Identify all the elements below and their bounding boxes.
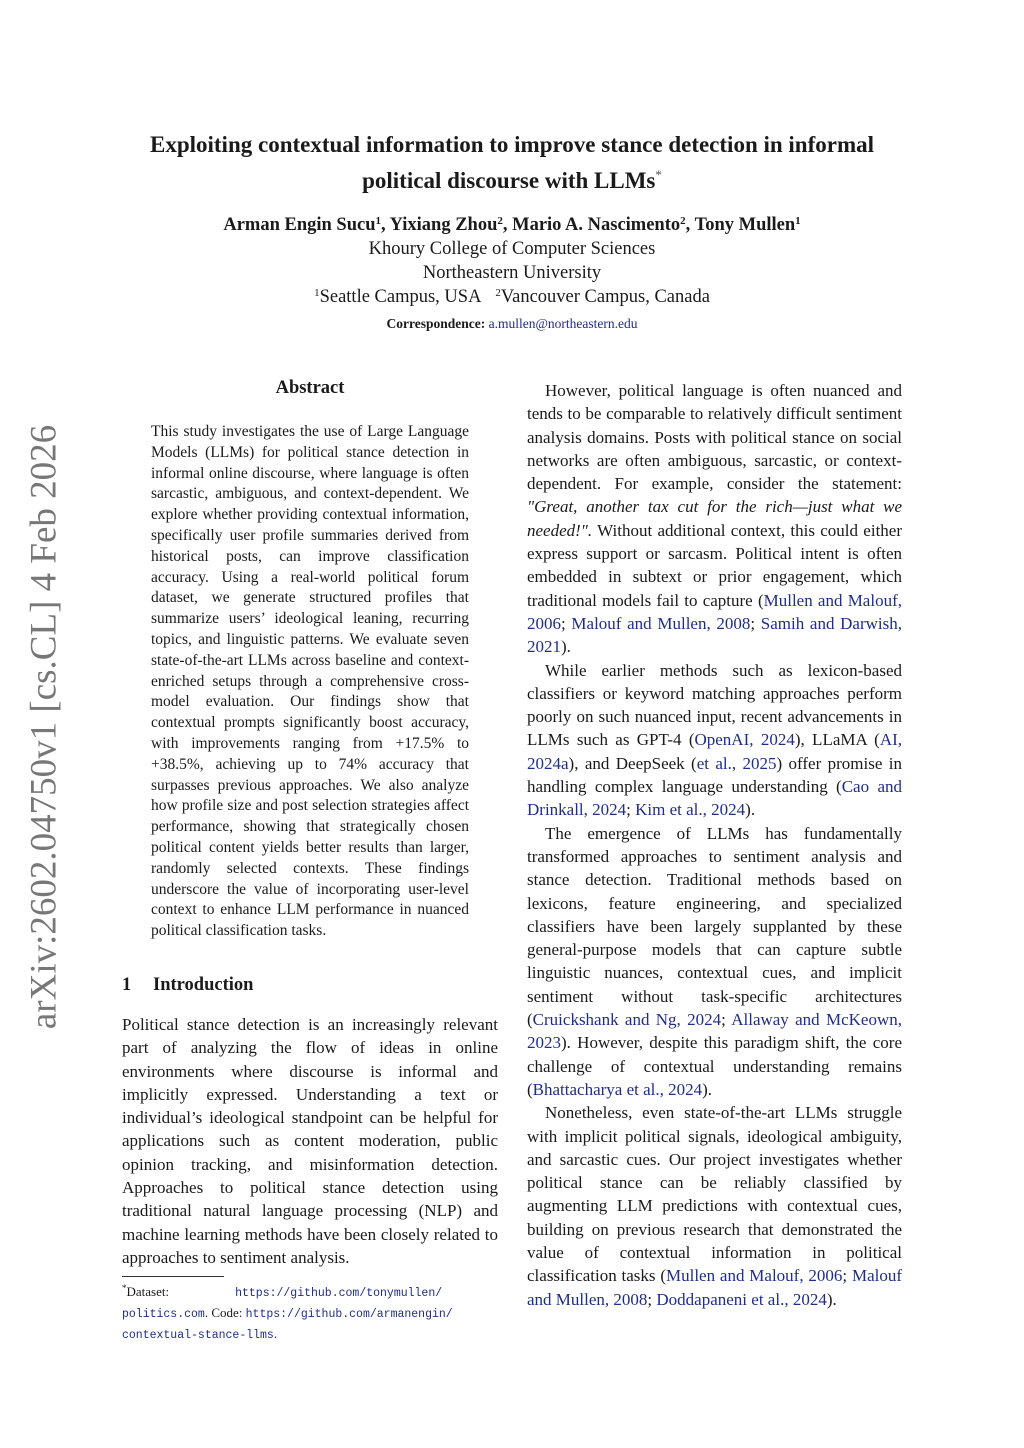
university: Northeastern University [422,263,602,283]
department: Khoury College of Computer Sciences [368,239,656,259]
separator: ; [561,613,572,633]
section-number: 1 [122,975,132,995]
example-quote: "Great, another tax cut for the rich—just what we needed!". [527,497,902,540]
affiliation-mark: 1 [795,215,801,227]
affiliation-mark: 1 [314,287,320,299]
citation-link[interactable]: Cruickshank and Ng, 2024 [532,1010,722,1030]
separator: ; [626,800,636,820]
citation-link[interactable]: Allaway and McKeown, 2023 [527,1010,902,1053]
citation-link[interactable]: Doddapaneni et al., 2024 [656,1289,827,1309]
paragraph [527,659,902,822]
citation-link[interactable]: Samih and Darwish, 2021 [527,613,902,657]
author-name: Tony Mullen [694,215,796,235]
section-heading-introduction [122,975,502,996]
affiliation-mark: 2 [497,215,503,227]
paragraph [527,822,902,1102]
footnote-code-label: . Code: [204,1305,243,1320]
citation-link[interactable]: Mullen and Malouf, 2006 [527,590,902,633]
citation-link[interactable]: OpenAI, 2024 [694,730,795,750]
correspondence-label: Correspondence: [386,316,486,331]
code-url-link-cont[interactable]: contextual-stance-llms [122,1329,274,1342]
affiliation-mark: 2 [680,215,686,227]
footnote-end: . [273,1326,278,1341]
campus-1: Seattle Campus, USA [319,287,482,307]
citation-link[interactable]: Bhattacharya et al., 2024 [532,1079,703,1099]
author-names [100,213,924,237]
section-title: Introduction [153,975,254,995]
affiliation-mark: 2 [495,287,501,299]
dataset-url-link[interactable]: https://github.com/tonymullen/ [235,1287,443,1300]
citation-link[interactable]: Malouf and Mullen, 2008 [527,1266,902,1309]
citation-link[interactable]: et al., 2025 [696,753,777,773]
separator: ; [750,613,761,633]
paper-title [100,130,924,196]
abstract-text: This study investigates the use of Large Language Models (LLMs) for political stance detection in informal online discourse, where language is often sarcastic, ambiguous, and context-dependent. We explore whether providing contextual information, specifically user profile summaries derived from historical posts, can improve classification accuracy. Using a real-world political forum dataset, we generate structured profiles that summarize users’ ideological leaning, recurring topics, and linguistic patterns. We evaluate seven state-of-the-art LLMs across baseline and context-enriched setups through a comprehensive cross-model evaluation. Our findings show that contextual prompts significantly boost accuracy, with improvements ranging from +17.5% to +38.5%, achieving up to 74% accuracy that surpasses previous approaches. We also analyze how profile size and post selection strategies affect performance, showing that strategically chosen political content yields better results than larger, randomly selected contexts. These findings underscore the value of incorporating user-level context to enhance LLM performance in nuanced political classification tasks. [151,423,469,940]
text-run: ). [702,1079,713,1099]
separator: , [685,215,695,235]
separator: ; [647,1289,657,1309]
campuses [100,285,924,309]
citation-link[interactable]: Mullen and Malouf, 2006 [666,1266,843,1286]
footnote-rule [122,1276,224,1277]
correspondence-email-link[interactable]: a.mullen@northeastern.edu [488,316,638,331]
citation-link[interactable]: AI, 2024a [527,730,903,773]
author-name: Mario A. Nascimento [512,215,681,235]
separator: ; [721,1010,732,1030]
affiliation-mark: 1 [375,215,381,227]
title-line-1: Exploiting contextual information to improve stance detection in informal [149,132,875,157]
footnote [122,1282,498,1345]
citation-link[interactable]: Kim et al., 2024 [635,800,746,820]
paragraph [527,379,902,659]
title-line-2: political discourse with LLMs [362,168,656,193]
code-url-link[interactable]: https://github.com/armanengin/ [245,1308,453,1321]
citation-link[interactable]: Malouf and Mullen, 2008 [571,613,751,633]
paragraph [527,1101,902,1311]
footnote-dataset-label: Dataset: [126,1284,170,1299]
dataset-url-link-cont[interactable]: politics.com [122,1308,205,1321]
abstract-heading: Abstract [275,378,345,398]
introduction-paragraph: Political stance detection is an increasingly relevant part of analyzing the flow of ideas in online environments where discourse is informal and implicitly expressed. Understanding a text or individual’s ideological standpoint can be helpful for applications such as content moderation, public opinion tracking, and misinformation detection. Approaches to political stance detection using traditional natural language processing (NLP) and machine learning methods have been closely related to approaches to sentiment analysis. [122,1015,498,1267]
arxiv-identifier: arXiv:2602.04750v1 [cs.CL] 4 Feb 2026 [23,424,65,1030]
text-run: ). [745,800,756,820]
author-name: Arman Engin Sucu [223,215,376,235]
text-run: ). [826,1289,837,1309]
footnote-mark: * [122,1283,127,1293]
text-run: Without additional context, this could either express support or sarcasm. Political intent is often embedded in subtext or prior engagement, which traditional models fail to capture ( [527,520,902,610]
text-run: ), and DeepSeek ( [568,753,697,773]
text-run: While earlier methods such as lexicon-based classifiers or keyword matching approaches perform poorly on such nuanced input, recent advancements in LLMs such as GPT-4 ( [527,660,902,750]
citation-link[interactable]: Cao and Drinkall, 2024 [527,777,902,820]
separator: ; [842,1266,852,1286]
text-run: Nonetheless, even state-of-the-art LLMs struggle with implicit political signals, ideological ambiguity, and sarcastic cues. Our project investigates whether political stance can be reliably classified by augmenting LLM predictions with contextual cues, building on previous research that demonstrated the value of contextual information in political classification tasks ( [527,1103,902,1286]
text-run: However, political language is often nuanced and tends to be comparable to relatively difficult sentiment analysis domains. Posts with political stance on social networks are often ambiguous, sarcastic, or context-dependent. For example, consider the statement: [527,381,902,494]
text-run: ), LLaMA ( [794,730,880,750]
author-name: Yixiang Zhou [389,215,498,235]
author-block [100,213,924,339]
campus-2: Vancouver Campus, Canada [500,287,710,307]
separator: , [381,215,390,235]
right-column [527,379,902,1311]
separator: , [502,215,513,235]
text-run: ). [561,637,571,657]
title-footnote-mark: * [655,167,662,182]
text-run: ) offer promise in handling complex language understanding ( [527,753,902,797]
text-run: The emergence of LLMs has fundamentally transformed approaches to sentiment analysis and stance detection. Traditional methods based on lexicons, feature engineering, and specialized classifiers have been largely supplanted by these general-purpose models that can capture subtle linguistic nuances, contextual cues, and implicit sentiment without task-specific architectures ( [527,823,902,1030]
correspondence [100,309,924,339]
text-run: ). However, despite this paradigm shift, the core challenge of contextual understanding remains ( [527,1033,902,1099]
